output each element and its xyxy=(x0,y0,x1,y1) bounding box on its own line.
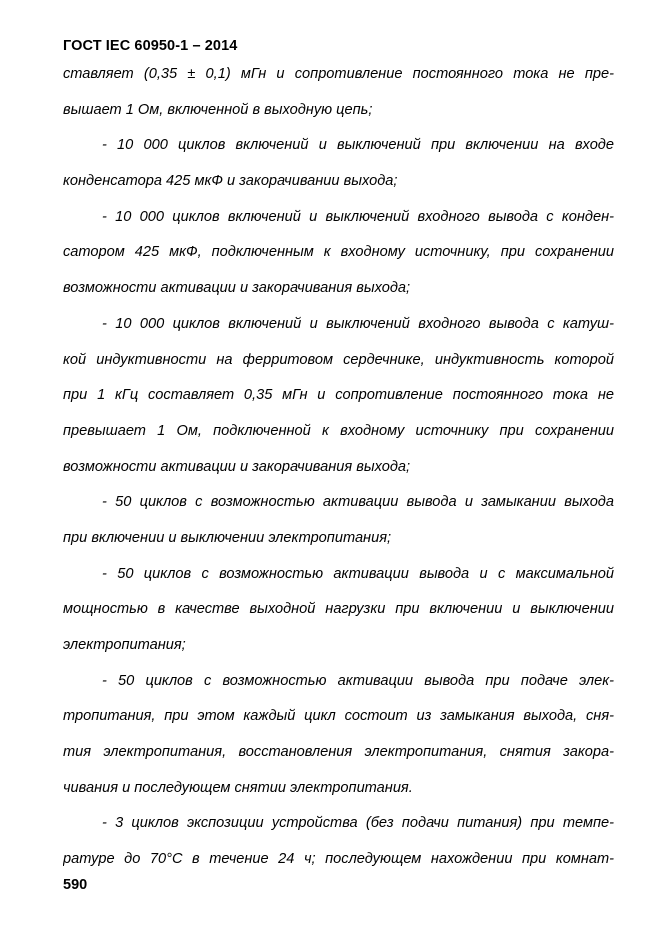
text-line: мощностью в качестве выходной нагрузки при включении и выключении xyxy=(63,601,614,618)
text-line: тропитания, при этом каждый цикл состоит из замыкания выхода, сня- xyxy=(63,708,614,725)
text-line: при включении и выключении электропитания; xyxy=(63,529,392,546)
text-line: конденсатора 425 мкФ и закорачивании выхода; xyxy=(63,173,398,190)
text-line: - 3 циклов экспозиции устройства (без подачи питания) при темпе- xyxy=(102,815,614,832)
text-line: электропитания; xyxy=(63,637,186,653)
text-line: возможности активации и закорачивания выхода; xyxy=(63,458,411,475)
text-line: при 1 кГц составляет 0,35 мГн и сопротивление постоянного тока не xyxy=(63,387,614,404)
text-line: ратуре до 70°С в течение 24 ч; последующем нахождении при комнат- xyxy=(63,851,614,868)
document-body xyxy=(63,57,614,878)
text-line: - 50 циклов с возможностью активации вывода при подаче элек- xyxy=(102,672,614,689)
text-line: ставляет (0,35 ± 0,1) мГн и сопротивление постоянного тока не пре- xyxy=(63,66,614,82)
text-line: - 10 000 циклов включений и выключений входного вывода с катуш- xyxy=(102,315,614,332)
text-line: - 10 000 циклов включений и выключений при включении на входе xyxy=(102,137,614,154)
text-line: - 10 000 циклов включений и выключений входного вывода с конден- xyxy=(102,208,614,225)
text-line: чивания и последующем снятии электропитания. xyxy=(63,779,413,796)
text-line: кой индуктивности на ферритовом сердечнике, индуктивность которой xyxy=(63,351,614,368)
text-line: возможности активации и закорачивания выхода; xyxy=(63,280,411,297)
text-line: сатором 425 мкФ, подключенным к входному источнику, при сохранении xyxy=(63,244,614,261)
text-line: - 50 циклов с возможностью активации вывода и с максимальной xyxy=(102,565,614,582)
text-line: - 50 циклов с возможностью активации вывода и замыкании выхода xyxy=(102,494,614,511)
document-header: ГОСТ IEC 60950-1 – 2014 xyxy=(63,38,238,54)
text-line: вышает 1 Ом, включенной в выходную цепь; xyxy=(63,101,373,118)
text-line: тия электропитания, восстановления электропитания, снятия закора- xyxy=(63,744,614,761)
page-number: 590 xyxy=(63,877,88,893)
text-line: превышает 1 Ом, подключенной к входному источнику при сохранении xyxy=(63,422,614,439)
